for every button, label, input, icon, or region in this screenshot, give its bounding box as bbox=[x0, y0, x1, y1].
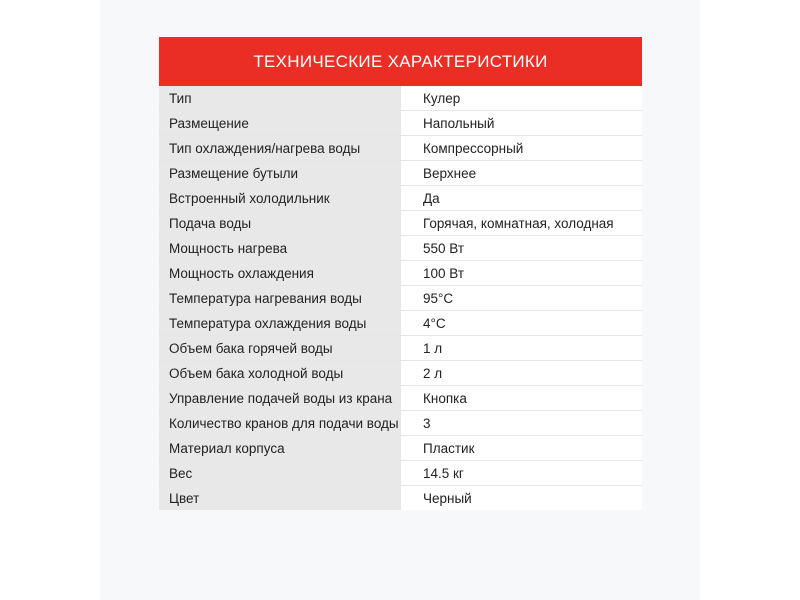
spec-value: Напольный bbox=[401, 111, 642, 135]
spec-value: Верхнее bbox=[401, 161, 642, 185]
spec-row-heating-power bbox=[159, 236, 642, 261]
spec-value: 4°C bbox=[401, 311, 642, 335]
spec-row-tap-count bbox=[159, 411, 642, 436]
spec-row-bottle-placement bbox=[159, 161, 642, 186]
spec-value: 2 л bbox=[401, 361, 642, 385]
spec-row-color bbox=[159, 486, 642, 510]
spec-label: Количество кранов для подачи воды bbox=[159, 411, 401, 435]
spec-table bbox=[159, 37, 642, 510]
spec-value: Горячая, комнатная, холодная bbox=[401, 211, 642, 235]
spec-table-title: ТЕХНИЧЕСКИЕ ХАРАКТЕРИСТИКИ bbox=[159, 37, 642, 86]
spec-row-cooling-power bbox=[159, 261, 642, 286]
spec-value: 95°C bbox=[401, 286, 642, 310]
spec-value: Да bbox=[401, 186, 642, 210]
spec-label: Температура охлаждения воды bbox=[159, 311, 401, 335]
spec-row-hot-tank bbox=[159, 336, 642, 361]
spec-row-fridge bbox=[159, 186, 642, 211]
spec-label: Материал корпуса bbox=[159, 436, 401, 460]
spec-row-placement bbox=[159, 111, 642, 136]
spec-label: Мощность нагрева bbox=[159, 236, 401, 260]
spec-label: Объем бака горячей воды bbox=[159, 336, 401, 360]
spec-label: Управление подачей воды из крана bbox=[159, 386, 401, 410]
spec-value: Компрессорный bbox=[401, 136, 642, 160]
spec-value: 100 Вт bbox=[401, 261, 642, 285]
spec-row-cold-tank bbox=[159, 361, 642, 386]
spec-value: Кулер bbox=[401, 86, 642, 110]
spec-rows bbox=[159, 86, 642, 510]
spec-label: Встроенный холодильник bbox=[159, 186, 401, 210]
spec-value: 1 л bbox=[401, 336, 642, 360]
spec-row-weight bbox=[159, 461, 642, 486]
spec-row-cooling-type bbox=[159, 136, 642, 161]
spec-label: Размещение bbox=[159, 111, 401, 135]
spec-label: Тип охлаждения/нагрева воды bbox=[159, 136, 401, 160]
spec-row-body-material bbox=[159, 436, 642, 461]
spec-row-water-supply bbox=[159, 211, 642, 236]
spec-label: Объем бака холодной воды bbox=[159, 361, 401, 385]
spec-label: Тип bbox=[159, 86, 401, 110]
spec-value: Пластик bbox=[401, 436, 642, 460]
spec-label: Вес bbox=[159, 461, 401, 485]
spec-value: 3 bbox=[401, 411, 642, 435]
spec-value: Кнопка bbox=[401, 386, 642, 410]
spec-value: Черный bbox=[401, 486, 642, 510]
spec-label: Мощность охлаждения bbox=[159, 261, 401, 285]
spec-row-tap-control bbox=[159, 386, 642, 411]
spec-row-type bbox=[159, 86, 642, 111]
spec-row-heating-temp bbox=[159, 286, 642, 311]
spec-label: Размещение бутыли bbox=[159, 161, 401, 185]
spec-label: Подача воды bbox=[159, 211, 401, 235]
spec-label: Температура нагревания воды bbox=[159, 286, 401, 310]
spec-value: 550 Вт bbox=[401, 236, 642, 260]
spec-value: 14.5 кг bbox=[401, 461, 642, 485]
spec-row-cooling-temp bbox=[159, 311, 642, 336]
spec-label: Цвет bbox=[159, 486, 401, 510]
